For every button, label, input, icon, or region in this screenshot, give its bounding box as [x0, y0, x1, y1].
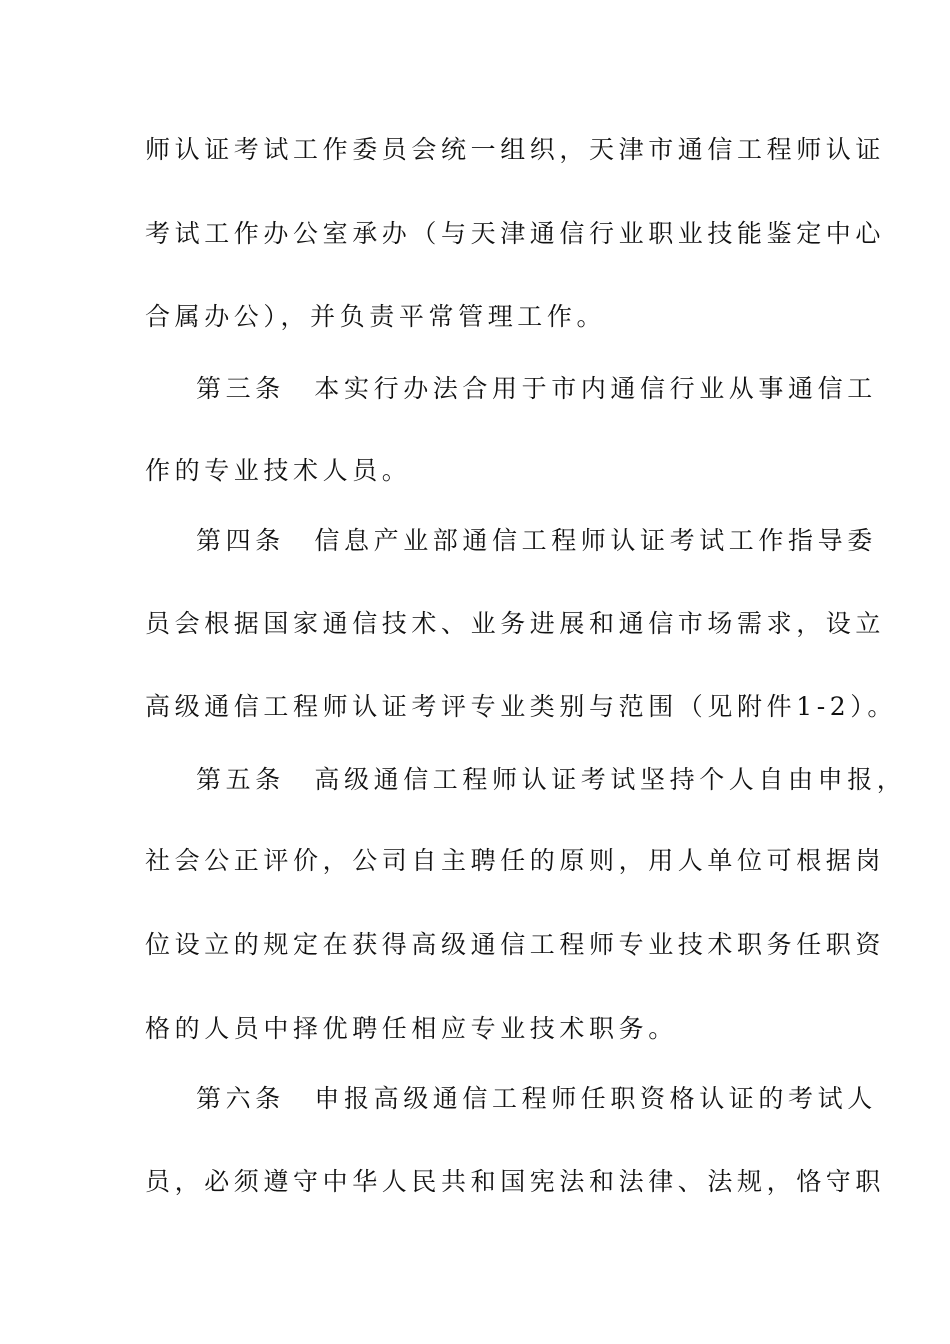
- article-4-heading-line: 第四条 信息产业部通信工程师认证考试工作指导委: [196, 526, 877, 555]
- article-6-heading-line: 第六条 申报高级通信工程师任职资格认证的考试人: [196, 1084, 877, 1113]
- text-line: 考试工作办公室承办（与天津通信行业职业技能鉴定中心: [145, 219, 886, 248]
- article-5-heading-line: 第五条 高级通信工程师认证考试坚持个人自由申报，: [196, 765, 907, 794]
- text-line: 合属办公），并负责平常管理工作。: [145, 302, 607, 331]
- text-line: 高级通信工程师认证考评专业类别与范围（见附件1-2）。: [145, 692, 897, 721]
- text-line: 社会公正评价，公司自主聘任的原则，用人单位可根据岗: [145, 846, 886, 875]
- text-line: 员，必须遵守中华人民共和国宪法和法律、法规，恪守职: [145, 1167, 886, 1196]
- text-line: 师认证考试工作委员会统一组织，天津市通信工程师认证: [145, 135, 886, 164]
- text-line: 作的专业技术人员。: [145, 456, 412, 485]
- article-3-heading-line: 第三条 本实行办法合用于市内通信行业从事通信工: [196, 374, 877, 403]
- text-line: 格的人员中择优聘任相应专业技术职务。: [145, 1014, 678, 1043]
- text-line: 员会根据国家通信技术、业务进展和通信市场需求，设立: [145, 609, 886, 638]
- text-line: 位设立的规定在获得高级通信工程师专业技术职务任职资: [145, 930, 886, 959]
